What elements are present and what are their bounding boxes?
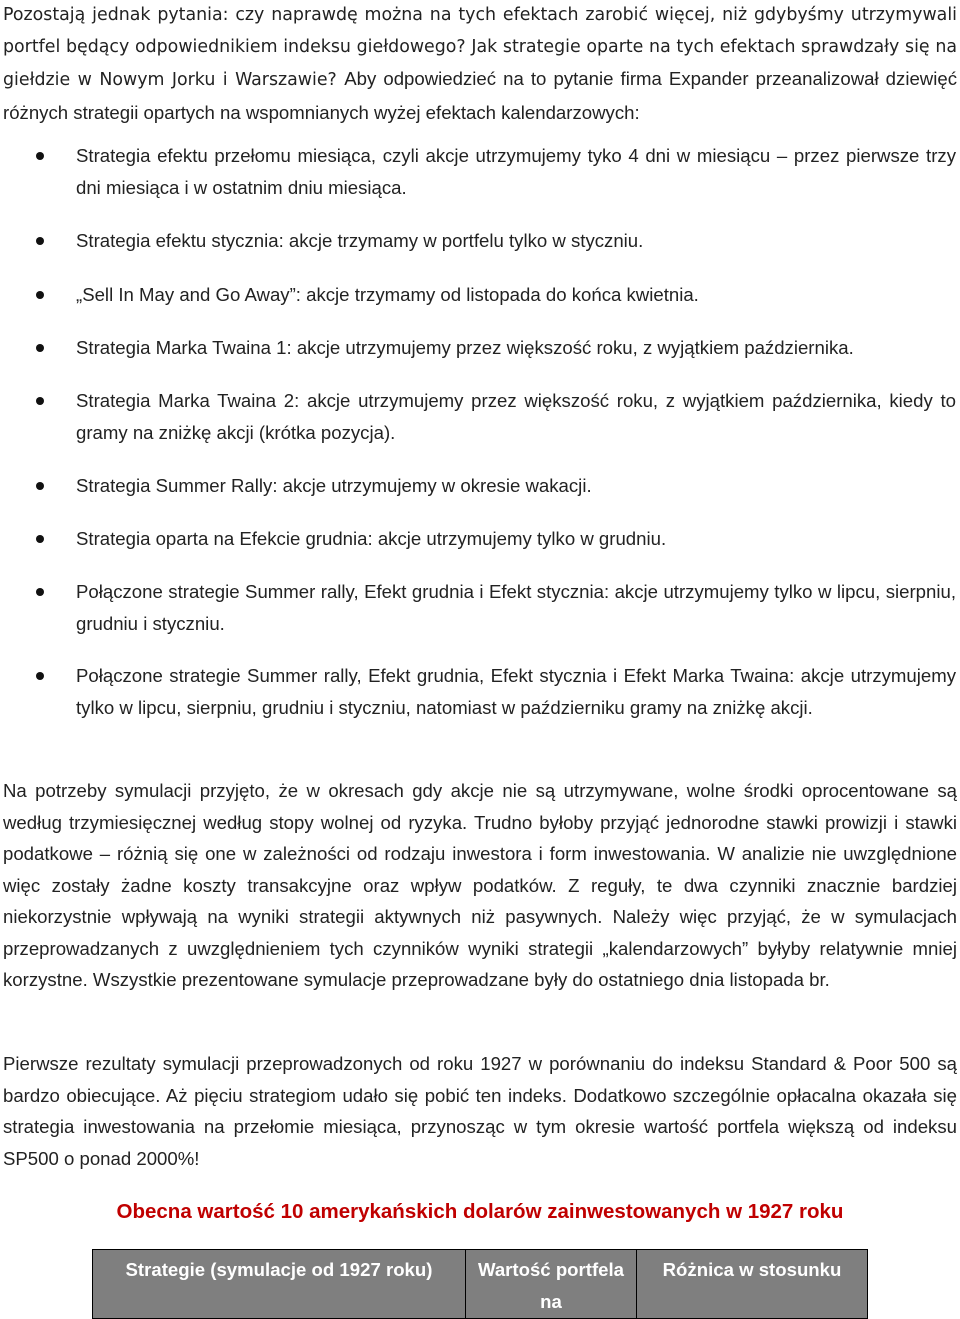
list-item-text: Strategia Marka Twaina 1: akcje utrzymujemy przez większość roku, z wyjątkiem października. xyxy=(76,337,854,358)
bullet-icon xyxy=(36,152,44,160)
results-table xyxy=(92,1249,868,1319)
list-item-text: Strategia Marka Twaina 2: akcje utrzymujemy przez większość roku, z wyjątkiem października, kiedy to gramy na zniżkę akcji (krótka pozycja). xyxy=(76,390,956,443)
bullet-icon xyxy=(36,237,44,245)
table-header-strategy: Strategie (symulacje od 1927 roku) xyxy=(93,1250,466,1319)
intro-lead: Aby odpowiedzieć na to pytanie firma Expander przeanalizował dziewięć różnych strategii opartych na wspomnianych wyżej efektach kalendarzowych: xyxy=(3,68,957,123)
list-item-text: Strategia oparta na Efekcie grudnia: akcje utrzymujemy tylko w grudniu. xyxy=(76,528,667,549)
table-header-row xyxy=(93,1250,868,1319)
list-item-text: Strategia Summer Rally: akcje utrzymujemy w okresie wakacji. xyxy=(76,475,592,496)
list-item-text: Strategia efektu stycznia: akcje trzymamy w portfelu tylko w styczniu. xyxy=(76,230,644,251)
section-heading: Obecna wartość 10 amerykańskich dolarów zainwestowanych w 1927 roku xyxy=(116,1200,844,1223)
bullet-icon xyxy=(36,291,44,299)
list-item-text: Połączone strategie Summer rally, Efekt grudnia i Efekt stycznia: akcje utrzymujemy tylko w lipcu, sierpniu, grudniu i styczniu. xyxy=(76,581,956,634)
bullet-icon xyxy=(36,482,44,490)
body-paragraph-assumptions: Na potrzeby symulacji przyjęto, że w okresach gdy akcje nie są utrzymywane, wolne środki oprocentowane są według trzymiesięcznej według stopy wolnej od ryzyka. Trudno byłoby przyjąć jednorodne stawki prowizji i stawki podatkowe – różnią się one w zależności od rodzaju inwestora i form inwestowania. W analizie nie uwzględnione więc zostały żadne koszty transakcyjne oraz wpływ podatków. Z reguły, te dwa czynniki znacznie bardziej niekorzystnie wpływają na wyniki strategii aktywnych niż pasywnych. Należy więc przyjąć, że w symulacjach przeprowadzanych z uwzględnieniem tych czynników wyniki strategii „kalendarzowych” byłyby relatywnie mniej korzystne. Wszystkie prezentowane symulacje przeprowadzane były do ostatniego dnia listopada br. xyxy=(3,780,957,990)
bullet-icon xyxy=(36,588,44,596)
bullet-icon xyxy=(36,397,44,405)
bullet-icon xyxy=(36,344,44,352)
table-header-value: Wartość portfela na xyxy=(466,1250,637,1319)
list-item-text: „Sell In May and Go Away”: akcje trzymamy od listopada do końca kwietnia. xyxy=(76,284,699,305)
intro-question: Pozostają jednak pytania: czy naprawdę można na tych efektach zarobić więcej, niż gdybyśmy utrzymywali portfel będący odpowiednikiem indeksu giełdowego? Jak strategie oparte na tych efektach sprawdzały się na giełdzie w Nowym Jorku i Warszawie? xyxy=(3,5,957,90)
body-paragraph-results: Pierwsze rezultaty symulacji przeprowadzonych od roku 1927 w porównaniu do indeksu Standard & Poor 500 są bardzo obiecujące. Aż pięciu strategiom udało się pobić ten indeks. Dodatkowo szczególnie opłacalna okazała się strategia inwestowania na przełomie miesiąca, przynosząc w tym okresie wartość portfela większą od indeksu SP500 o ponad 2000%! xyxy=(3,1053,957,1169)
bullet-icon xyxy=(36,672,44,680)
list-item-text: Połączone strategie Summer rally, Efekt grudnia, Efekt stycznia i Efekt Marka Twaina: akcje utrzymujemy tylko w lipcu, sierpniu, grudniu i styczniu, natomiast w październiku gramy na zniżkę akcji. xyxy=(76,665,956,718)
list-item-text: Strategia efektu przełomu miesiąca, czyli akcje utrzymujemy tyko 4 dni w miesiącu – przez pierwsze trzy dni miesiąca i w ostatnim dniu miesiąca. xyxy=(76,145,956,198)
bullet-icon xyxy=(36,535,44,543)
table-header-difference: Różnica w stosunku xyxy=(637,1250,868,1319)
intro-paragraph xyxy=(3,0,957,130)
